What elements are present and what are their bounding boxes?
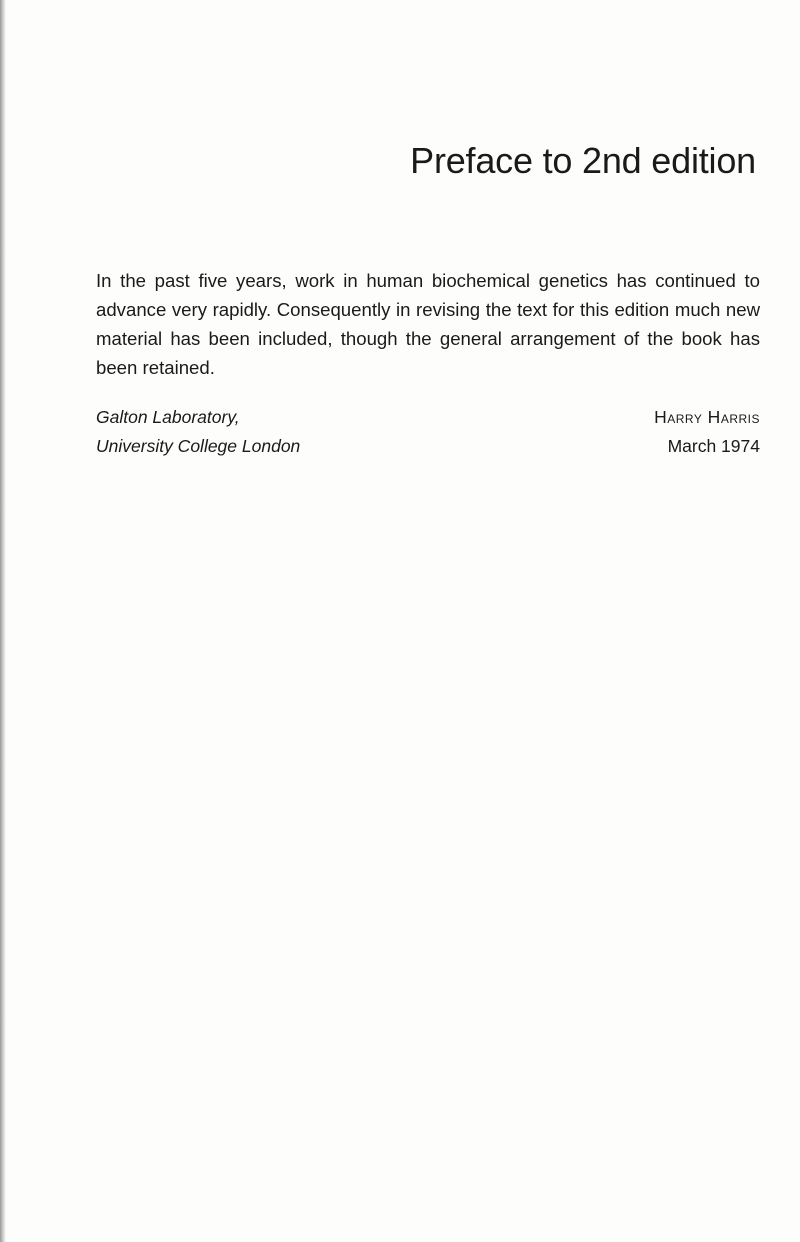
- affiliation-line-2: University College London: [96, 436, 301, 456]
- affiliation: [96, 403, 300, 461]
- affiliation-line-1: Galton Laboratory,: [96, 407, 240, 427]
- author-and-date: [654, 403, 760, 461]
- page-binding-edge: [0, 0, 6, 1242]
- preface-date: March 1974: [667, 436, 760, 456]
- author-name: Harry Harris: [654, 407, 760, 427]
- page-title: Preface to 2nd edition: [410, 140, 756, 181]
- preface-paragraph: In the past five years, work in human biochemical genetics has continued to advance very rapidly. Consequently in revising the text for this edition much new material has been included, though the general arrangement of the book has been retained.: [96, 270, 760, 378]
